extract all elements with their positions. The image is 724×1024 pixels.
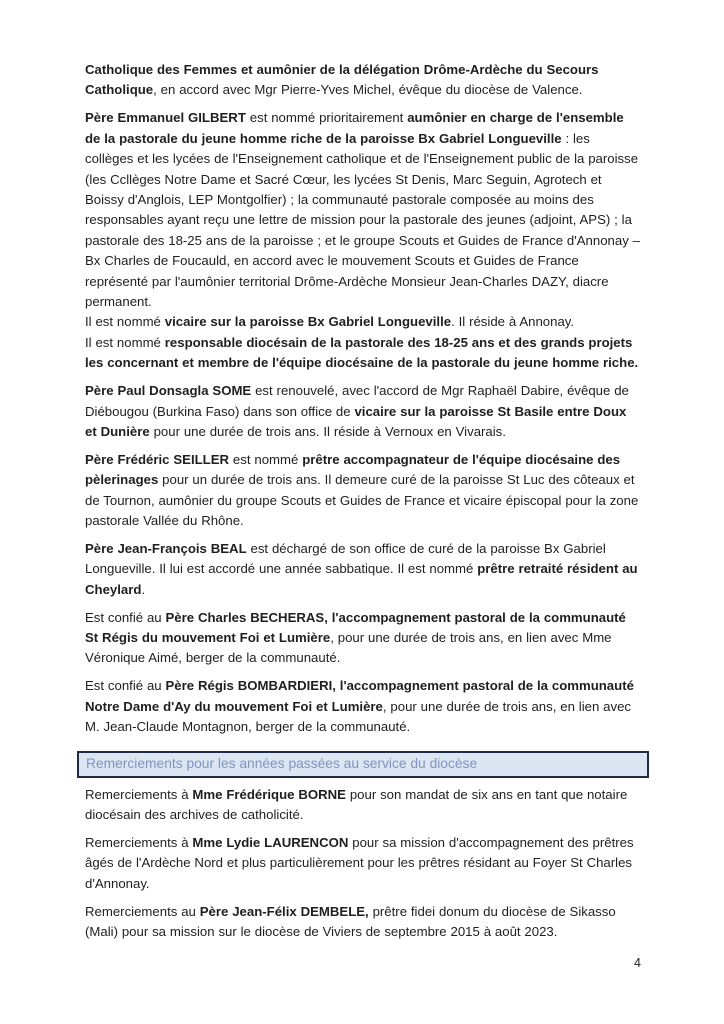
- paragraph: [85, 608, 641, 669]
- text-run-bold: Père Frédéric SEILLER: [85, 451, 230, 467]
- text-run-bold: Père Paul Donsagla SOME: [85, 383, 252, 399]
- text-run: pour son mandat de six ans en tant que notaire diocésain des archives de catholicité.: [85, 786, 628, 822]
- text-run: , en accord avec Mgr Pierre-Yves Michel, évêque du diocèse de Valence.: [153, 82, 583, 98]
- text-run: Remerciements au: [85, 903, 200, 919]
- text-run: pour sa mission d'accompagnement des prêtres âgés de l'Ardèche Nord et plus particulièrement pour les prêtres résidant au Foyer St Charles d'Annonay.: [85, 834, 634, 891]
- paragraph: [85, 676, 641, 737]
- text-run-bold: prêtre accompagnateur de l'équipe diocésaine des pèlerinages: [85, 451, 621, 488]
- text-run: . Il réside à Annonay.: [451, 314, 575, 330]
- paragraph: [85, 902, 641, 943]
- text-run-bold: Père Emmanuel GILBERT: [85, 110, 246, 126]
- text-run-bold: vicaire sur la paroisse St Basile entre Doux et Dunière: [85, 403, 627, 439]
- text-run-bold: Mme Frédérique BORNE: [192, 786, 346, 802]
- text-run: est nommé: [229, 451, 303, 467]
- text-run: , pour une durée de trois ans, en lien avec Mme Véronique Aimé, berger de la communauté.: [85, 630, 612, 666]
- text-run: Est confié au: [85, 678, 166, 694]
- text-run-bold: Père Régis BOMBARDIERI, l'accompagnement pastoral de la communauté Notre Dame d'Ay du mouvement Foi et Lumière: [85, 678, 634, 714]
- text-run: pour une durée de trois ans. Il réside à Vernoux en Vivarais.: [149, 423, 506, 439]
- text-run: est renouvelé, avec l'accord de Mgr Raphaël Dabire, évêque de Diébougou (Burkina Faso) dans son office de: [85, 383, 629, 419]
- text-run-bold: prêtre retraité résident au Cheylard: [85, 561, 638, 597]
- document-body: [85, 60, 641, 950]
- text-run-bold: Mme Lydie LAURENCON: [192, 834, 349, 850]
- text-run: est nommé prioritairement: [245, 110, 408, 126]
- text-run-bold: Père Charles BECHERAS, l'accompagnement pastoral de la communauté St Régis du mouvement Foi et Lumière: [85, 609, 626, 646]
- paragraph: [85, 833, 641, 894]
- text-run-bold: vicaire sur la paroisse Bx Gabriel Longueville: [164, 314, 452, 330]
- text-run: Il est nommé: [85, 334, 165, 350]
- text-run-bold: Père Jean-François BEAL: [85, 540, 247, 556]
- text-run: , pour une durée de trois ans, en lien avec M. Jean-Claude Montagnon, berger de la communauté.: [85, 698, 632, 735]
- paragraph: [85, 450, 641, 532]
- text-run: est déchargé de son office de curé de la paroisse Bx Gabriel Longueville. Il lui est accordé une année sabbatique. Il est nommé: [85, 540, 606, 577]
- text-run-bold: responsable diocésain de la pastorale des 18-25 ans et des grands projets les concernant et membre de l'équipe diocésaine de la pastorale du jeune homme riche.: [85, 334, 639, 371]
- text-run: : les collèges et les lycées de l'Enseignement catholique et de l'Enseignement public de la paroisse (les Ccllèges Notre Dame et Sacré Cœur, les lycées St Denis, Marc Seguin, Agrotech et Boissy d'Anglois, LEP Montgolfier) ; la communauté pastorale composée au moins des responsables ayant reçu une lettre de mission pour la pastorale des jeunes (adjoint, APS) ; la pastorale des 18-25 ans de la paroisse ; et le groupe Scouts et Guides de France d'Annonay – Bx Charles de Foucauld, en accord avec le mouvement Scouts et Guides de France représenté par l'aumônier territorial Drôme-Ardèche Monsieur Jean-Charles DAZY, diacre permanent.: [85, 130, 641, 309]
- text-run-bold: Père Jean-Félix DEMBELE,: [199, 903, 369, 919]
- text-run: prêtre fidei donum du diocèse de Sikasso (Mali) pour sa mission sur le diocèse de Viviers de septembre 2015 à août 2023.: [85, 903, 616, 940]
- paragraph: [85, 60, 641, 101]
- text-run: Remerciements à: [85, 834, 193, 850]
- paragraph: [85, 381, 641, 442]
- section-header: Remerciements pour les années passées au service du diocèse: [77, 751, 649, 778]
- text-run: Remerciements à: [85, 786, 193, 802]
- page-number: 4: [634, 956, 641, 970]
- text-run-bold: aumônier en charge de l'ensemble de la pastorale du jeune homme riche de la paroisse Bx Gabriel Longueville: [85, 110, 624, 146]
- paragraph: [85, 539, 641, 600]
- paragraph: [85, 108, 641, 373]
- text-run: .: [141, 581, 146, 597]
- paragraph: [85, 785, 641, 826]
- text-run: Il est nommé: [85, 314, 165, 330]
- text-run: pour un durée de trois ans. Il demeure curé de la paroisse St Luc des côteaux et de Tournon, aumônier du groupe Scouts et Guides de France et vicaire épiscopal pour la zone pastorale Vallée du Rhône.: [85, 472, 639, 529]
- text-run-bold: Catholique des Femmes et aumônier de la délégation Drôme-Ardèche du Secours Catholique: [85, 62, 599, 98]
- text-run: Est confié au: [85, 609, 166, 625]
